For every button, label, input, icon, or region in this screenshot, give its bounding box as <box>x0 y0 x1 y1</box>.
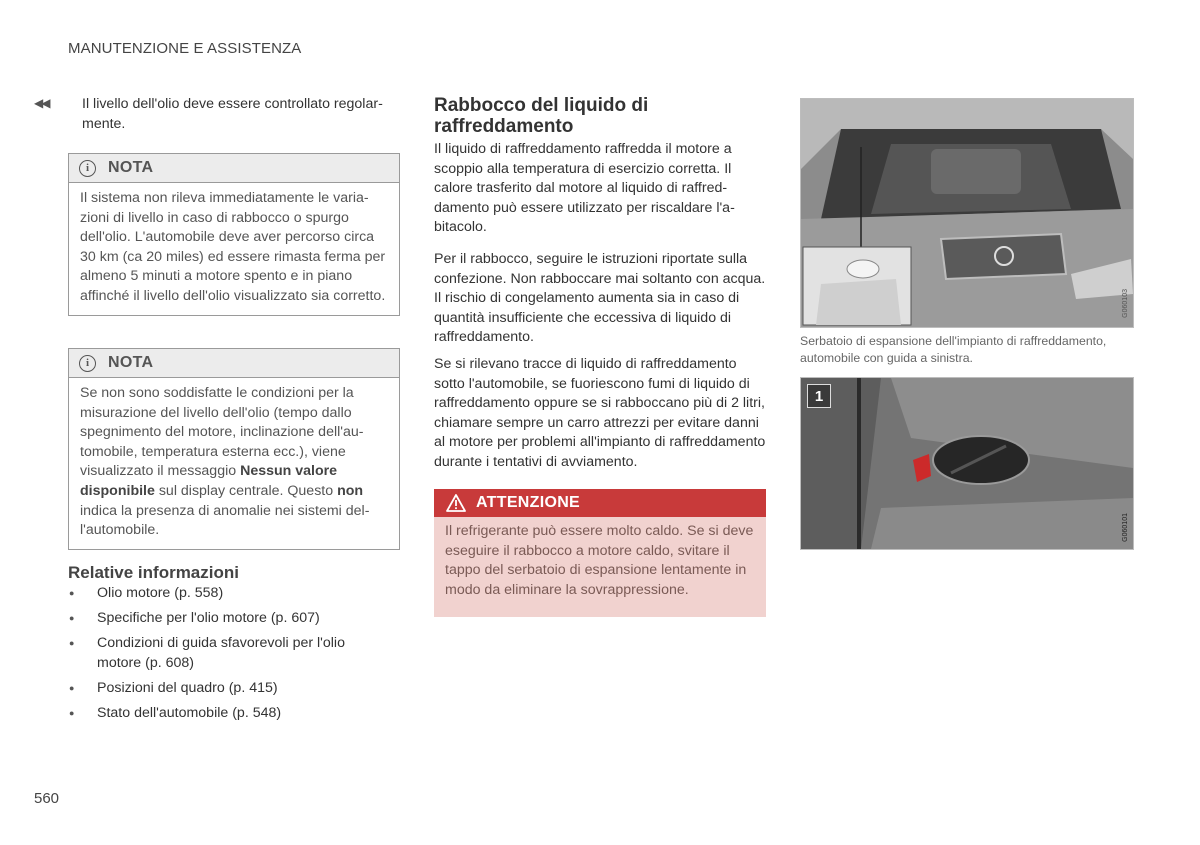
emphasis-word: non <box>337 482 364 499</box>
note-header <box>69 349 399 378</box>
section-header: MANUTENZIONE E ASSISTENZA <box>68 40 302 57</box>
page-number: 560 <box>34 790 60 807</box>
step-badge: 1 <box>807 384 831 408</box>
continue-arrow-icon: ◀◀ <box>34 96 49 110</box>
related-link[interactable]: ● Olio motore (p. 558) <box>68 584 388 604</box>
warning-triangle-icon <box>446 494 466 512</box>
info-icon: i <box>79 355 96 372</box>
note-header <box>69 154 399 183</box>
warning-body: Il refrigerante può essere molto caldo. Se si deve eseguire il rabbocco a motore caldo, svitare il tappo del serbatoio di espansione lentamente in modo da eliminare la sovrappressione. <box>445 523 754 598</box>
figure-caption: Serbatoio di espansione dell'impianto di raffreddamento, automobile con guida a sinistra. <box>800 334 1107 365</box>
paragraph: Se si rilevano tracce di liquido di raffreddamento sotto l'automobile, se fuoriescono fumi di liquido di raffreddamento oppure se si rabboccano più di 2 litri, chiamare sempre un carro attrezzi per evitare danni al motore per problemi all'impianto di raffreddamento durante i tentativi di avviamento. <box>434 356 766 470</box>
note-body: Se non sono soddisfatte le condizioni per la misurazione del livello dell'olio (tempo dallo spegnimento del motore, inclinazione dell'automobile, temperatura esterna ecc.), viene visualizzato il messaggio Nessun valore disponibile sul display centrale. Questo non indica la presenza di anomalie nei sistemi dell'automobile. <box>80 385 370 539</box>
warning-header <box>434 489 766 517</box>
figure-code: G060101 <box>1122 513 1129 542</box>
paragraph: Per il rabbocco, seguire le istruzioni riportate sulla confezione. Non rabboccare mai soltanto con acqua. Il rischio di congelamento aumenta sia in caso di quantità insufficiente che eccessiva di liquido di raffreddamento. <box>434 251 766 346</box>
paragraph: Il liquido di raffreddamento raffredda il motore a scoppio alla temperatura di esercizio corretta. Il calore trasferito dal motore al liquido di raffreddamento può essere utilizzato per riscaldare l'abitacolo. <box>434 141 735 236</box>
related-info-title: Relative informazioni <box>68 563 239 582</box>
related-info-list <box>68 584 388 729</box>
note-title: NOTA <box>108 354 154 371</box>
related-link[interactable]: ● Posizioni del quadro (p. 415) <box>68 679 388 699</box>
reservoir-cap-photo <box>800 377 1134 550</box>
note-body: Il sistema non rileva immediatamente le variazioni di livello in caso di rabbocco o spurgo dell'olio. L'automobile deve aver percorso circa 30 km (ca 20 miles) ed essere rimasta ferma per almeno 5 minuti a motore spento e in piano affinché il livello dell'olio visualizzato sia corretto. <box>80 190 386 304</box>
intro-text: Il livello dell'olio deve essere controllato regolarmente. <box>82 96 383 132</box>
related-link[interactable]: ● Condizioni di guida sfavorevoli per l'olio motore (p. 608) <box>68 634 388 673</box>
section-title: Rabbocco del liquido di raffreddamento <box>434 95 649 137</box>
engine-bay-photo <box>800 98 1134 328</box>
note-box-1 <box>68 153 400 316</box>
figure-code: G060103 <box>1122 289 1129 318</box>
info-icon: i <box>79 160 96 177</box>
warning-title: ATTENZIONE <box>476 494 581 511</box>
related-link[interactable]: ● Specifiche per l'olio motore (p. 607) <box>68 609 388 629</box>
note-box-2 <box>68 348 400 550</box>
note-title: NOTA <box>108 159 154 176</box>
warning-box <box>434 489 766 617</box>
message-name: Nessun valore disponibile <box>80 463 338 499</box>
related-link[interactable]: ● Stato dell'automobile (p. 548) <box>68 704 388 724</box>
